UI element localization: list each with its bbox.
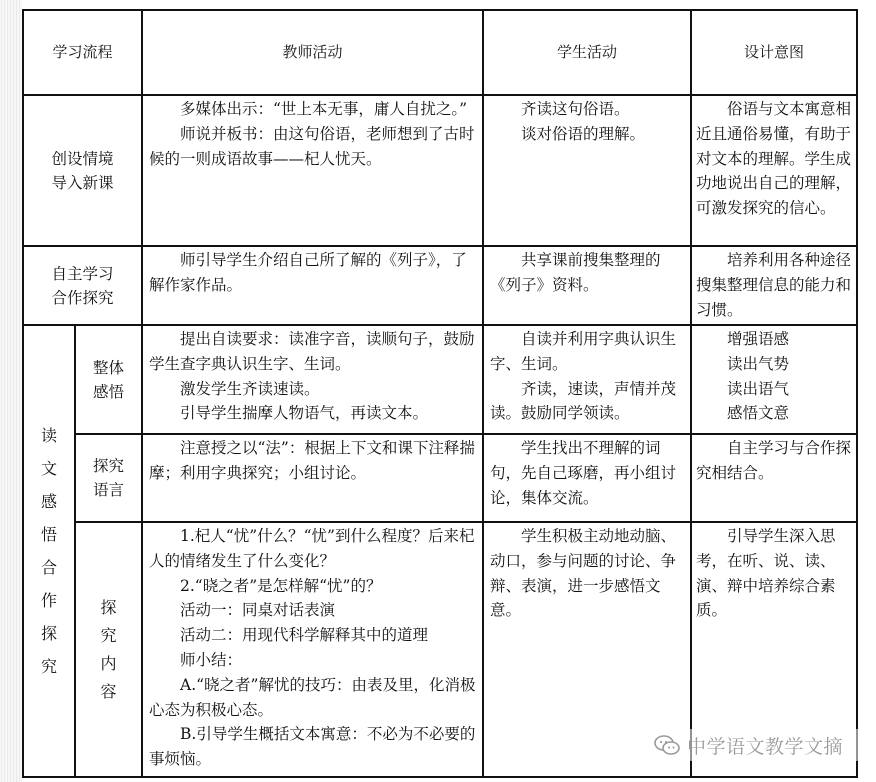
- watermark: [653, 729, 868, 761]
- rule-bottom: [22, 776, 858, 778]
- teacher-activity-content: 1.杞人“忧”什么？“忧”到什么程度？后来杞人的情绪发生了什么变化？ 2.“晓之者”是怎样解“忧”的？ 活动一：同桌对话表演 活动二：用现代科学解释其中的道理 师小结： A.“晓之者”解忧的技巧：由表及里，化消极心态为积极心态。 B.引导学生概括文本寓意：不必为不必要的事烦恼。: [149, 527, 476, 769]
- rule-row2-bottom: [22, 324, 858, 326]
- watermark-text: 中学语文教学文摘: [687, 735, 844, 758]
- group-label-reading: 读 文 感 悟 合 作 探 究: [40, 426, 57, 676]
- design-intent-intro: 俗语与文本寓意相近且通俗易懂，有助于对文本的理解。学生成功地说出自己的理解，可激发探究的信心。: [696, 100, 852, 218]
- substage-overall: 整体 感悟: [92, 358, 124, 401]
- stage-self-study: 自主学习 合作探究: [51, 264, 114, 307]
- header-student: 学生活动: [556, 43, 617, 62]
- substage-content: 探 究 内 容: [100, 597, 117, 701]
- student-activity-language: 学生找出不理解的词句，先自己琢磨，再小组讨论，集体交流。: [490, 439, 677, 507]
- header-teacher: 教师活动: [282, 43, 343, 62]
- teacher-activity-overall: 提出自读要求：读准字音，读顺句子，鼓励学生查字典认识生字、生词。 激发学生齐读速读。 引导学生揣摩人物语气，再读文本。: [149, 330, 475, 423]
- teacher-activity-language: 注意授之以“法”：根据上下文和课下注释揣摩；利用字典探究；小组讨论。: [149, 439, 475, 482]
- substage-language: 探究 语言: [92, 457, 124, 499]
- student-activity-self-study: 共享课前搜集整理的《列子》资料。: [490, 251, 661, 294]
- rule-right: [856, 9, 858, 778]
- design-intent-overall: 增强语感 读出气势 读出语气 感悟文意: [727, 330, 790, 423]
- student-activity-overall: 自读并利用字典认识生字、生词。 齐读，速读，声情并茂读。鼓励同学领读。: [490, 330, 677, 423]
- design-intent-content: 引导学生深入思考，在听、说、读、演、辩中培养综合素质。: [696, 527, 836, 620]
- header-process: 学习流程: [52, 43, 113, 62]
- wechat-icon: [653, 734, 681, 756]
- header-intent: 设计意图: [743, 43, 804, 62]
- rule-header-bottom: [22, 94, 858, 96]
- teacher-activity-intro: 多媒体出示：“世上本无事，庸人自扰之。” 师说并板书：由这句俗语，老师想到了古时候的一则成语故事——杞人忧天。: [149, 100, 475, 168]
- rule-sub2-bottom: [74, 521, 858, 523]
- student-activity-intro: 齐读这句俗语。 谈对俗语的理解。: [521, 100, 646, 143]
- student-activity-content: 学生积极主动地动脑、动口，参与问题的讨论、争辩、表演，进一步感悟文意。: [490, 527, 677, 620]
- design-intent-self-study: 培养利用各种途径搜集整理信息的能力和习惯。: [696, 251, 852, 319]
- rule-row1-bottom: [22, 245, 858, 247]
- stage-intro: 创设情境 导入新课: [51, 149, 114, 192]
- rule-sub1-bottom: [74, 433, 858, 435]
- teacher-activity-self-study: 师引导学生介绍自己所了解的《列子》，了解作家作品。: [149, 251, 467, 294]
- design-intent-language: 自主学习与合作探究相结合。: [696, 439, 852, 482]
